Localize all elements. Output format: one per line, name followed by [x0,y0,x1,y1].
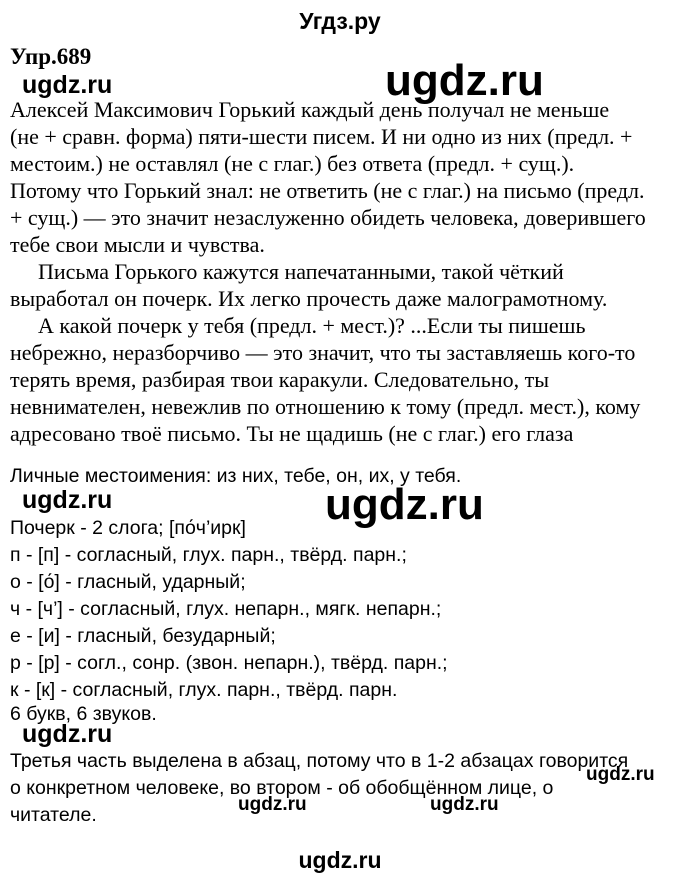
phonetic-line: о - [о́] - гласный, ударный; [10,571,246,593]
text-line: невнимателен, невежлив по отношению к тому (предл. мест.), кому [10,394,641,419]
watermark-small: ugdz.ru [238,794,307,815]
text-line: А какой почерк у тебя (предл. + мест.)? ...Если ты пишешь [38,313,586,338]
watermark-large: ugdz.ru [325,480,484,529]
watermark-small: ugdz.ru [22,720,113,748]
text-line: выработал он почерк. Их легко прочесть даже малограмотному. [10,286,608,311]
text-line: адресовано твоё письмо. Ты не щадишь (не с глаг.) его глаза [10,421,574,446]
exercise-title: Упр.689 [10,44,92,69]
text-line: местоим.) не оставлял (не с глаг.) без ответа (предл. + сущ.). [10,151,575,176]
text-line: Алексей Максимович Горький каждый день получал не меньше [10,97,610,122]
letter-sound-count: 6 букв, 6 звуков. [10,703,157,725]
site-header: Угдз.ру [299,8,381,34]
conclusion-line: о конкретном человеке, во втором - об обобщённом лице, о [10,777,554,799]
word-analysis-head: Почерк - 2 слога; [по́ч’ирк] [10,517,246,539]
watermark-small: ugdz.ru [22,71,113,99]
watermark-small: ugdz.ru [22,486,113,514]
conclusion-line: читателе. [10,804,97,826]
phonetic-line: ч - [ч’] - согласный, глух. непарн., мягк. непарн.; [10,598,442,620]
text-line: Потому что Горький знал: не ответить (не с глаг.) на письмо (предл. [10,178,645,203]
watermark-large: ugdz.ru [385,56,544,105]
text-line: тебе свои мысли и чувства. [10,232,265,257]
watermark-small: ugdz.ru [586,764,655,785]
site-footer: ugdz.ru [298,847,382,873]
text-line: Письма Горького кажутся напечатанными, такой чёткий [38,259,564,284]
phonetic-line: е - [и] - гласный, безударный; [10,625,276,647]
text-line: + сущ.) — это значит незаслуженно обидеть человека, доверившего [10,205,646,230]
phonetic-line: п - [п] - согласный, глух. парн., твёрд. парн.; [10,544,407,566]
text-line: терять время, разбирая твои каракули. Следовательно, ты [10,367,549,392]
text-line: (не + сравн. форма) пяти-шести писем. И ни одно из них (предл. + [10,124,633,149]
phonetic-line: к - [к] - согласный, глух. парн., твёрд. парн. [10,679,398,701]
pronouns-line: Личные местоимения: из них, тебе, он, их, у тебя. [10,465,462,487]
phonetic-line: р - [р] - согл., сонр. (звон. непарн.), твёрд. парн.; [10,652,448,674]
conclusion-line: Третья часть выделена в абзац, потому что в 1-2 абзацах говорится [10,750,629,772]
text-line: небрежно, неразборчиво — это значит, что ты заставляешь кого-то [10,340,636,365]
watermark-small: ugdz.ru [430,794,499,815]
